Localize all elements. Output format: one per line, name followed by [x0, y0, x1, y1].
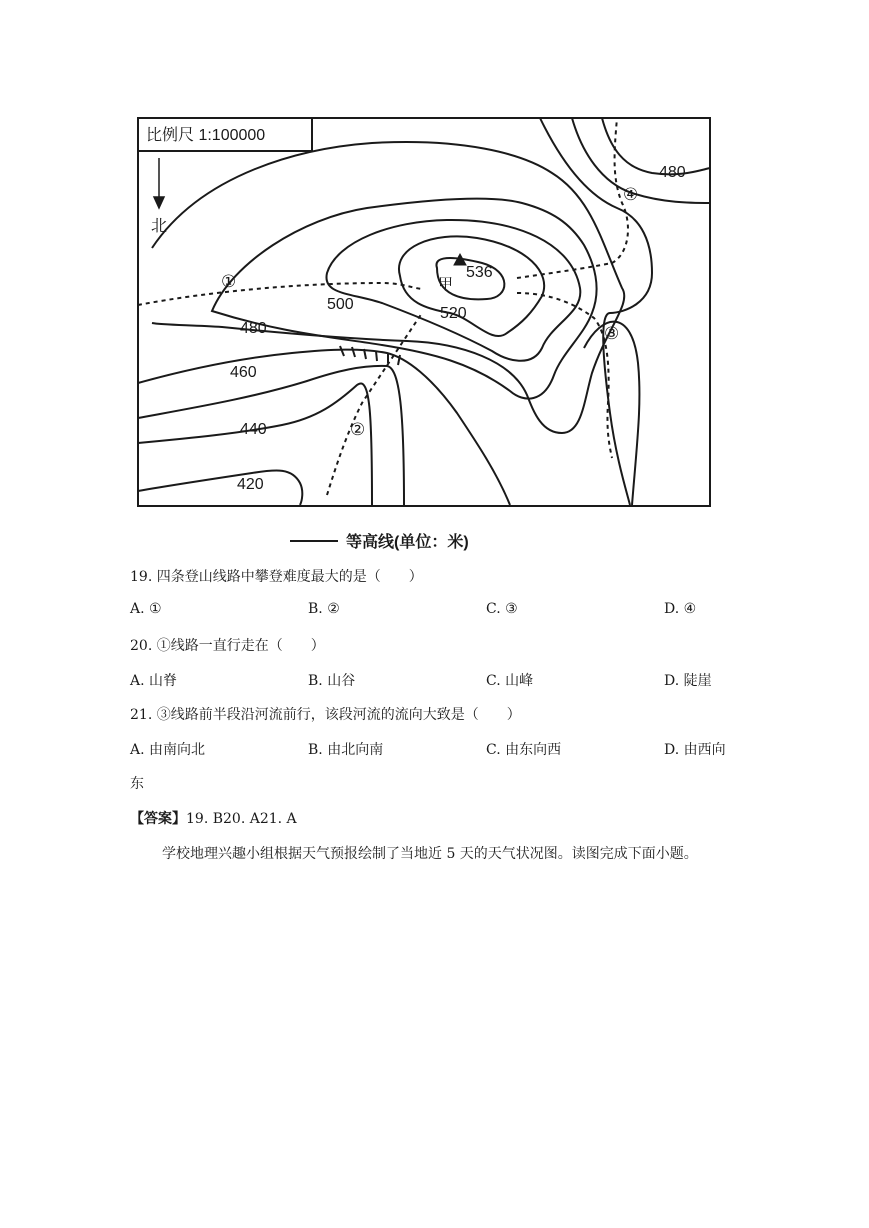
q19-option-a[interactable]: A. ①	[130, 601, 162, 617]
q21-option-d-wrap: 东	[130, 776, 144, 792]
contour-520	[399, 236, 544, 336]
contour-label-420: 420	[237, 476, 264, 493]
contour-label-500: 500	[327, 296, 354, 313]
route-label-1: ①	[221, 272, 237, 291]
q19-option-b[interactable]: B. ②	[308, 601, 340, 617]
question-20-stem: 20. ①线路一直行走在（ ）	[130, 638, 325, 654]
north-label: 北	[151, 218, 168, 235]
contour-east-d	[584, 322, 639, 505]
answer-label: 【答案】	[130, 811, 186, 827]
contour-east-b	[572, 118, 710, 203]
contour-label-460: 460	[230, 364, 257, 381]
scale-label: 比例尺 1:100000	[146, 127, 266, 144]
question-19-stem: 19. 四条登山线路中攀登难度最大的是（ ）	[130, 569, 423, 585]
q21-option-c[interactable]: C. 由东向西	[486, 742, 562, 758]
q21-option-b[interactable]: B. 由北向南	[308, 742, 384, 758]
contour-map	[132, 113, 716, 555]
map-frame	[138, 118, 710, 506]
contour-label-520: 520	[440, 305, 467, 322]
next-section-intro: 学校地理兴趣小组根据天气预报绘制了当地近 5 天的天气状况图。读图完成下面小题。	[162, 846, 698, 862]
q20-option-d[interactable]: D. 陡崖	[664, 673, 712, 689]
contour-label-536: 536	[466, 264, 493, 281]
question-21-stem: 21. ③线路前半段沿河流前行，该段河流的流向大致是（ ）	[130, 707, 521, 723]
peak-label: 甲	[438, 276, 454, 293]
contour-east-c	[602, 118, 710, 174]
north-arrow	[154, 158, 164, 208]
q21-option-d[interactable]: D. 由西向	[664, 742, 726, 758]
contour-420	[138, 470, 302, 505]
route-label-4: ④	[623, 185, 639, 204]
answer-text: 19. B20. A21. A	[186, 811, 297, 827]
q20-option-b[interactable]: B. 山谷	[308, 673, 356, 689]
contour-label-440: 440	[240, 421, 267, 438]
contour-500-b	[212, 199, 597, 399]
answer-line	[130, 808, 297, 828]
contour-label-480-east: 480	[659, 164, 686, 181]
contour-label-480-west: 480	[240, 320, 267, 337]
q19-option-d[interactable]: D. ④	[664, 601, 697, 617]
route-label-3: ③	[604, 324, 620, 343]
q19-option-c[interactable]: C. ③	[486, 601, 518, 617]
q20-option-a[interactable]: A. 山脊	[130, 673, 178, 689]
legend-label: 等高线(单位：米)	[346, 534, 469, 551]
q21-option-a[interactable]: A. 由南向北	[130, 742, 206, 758]
route-label-2: ②	[350, 420, 366, 439]
q20-option-c[interactable]: C. 山峰	[486, 673, 534, 689]
